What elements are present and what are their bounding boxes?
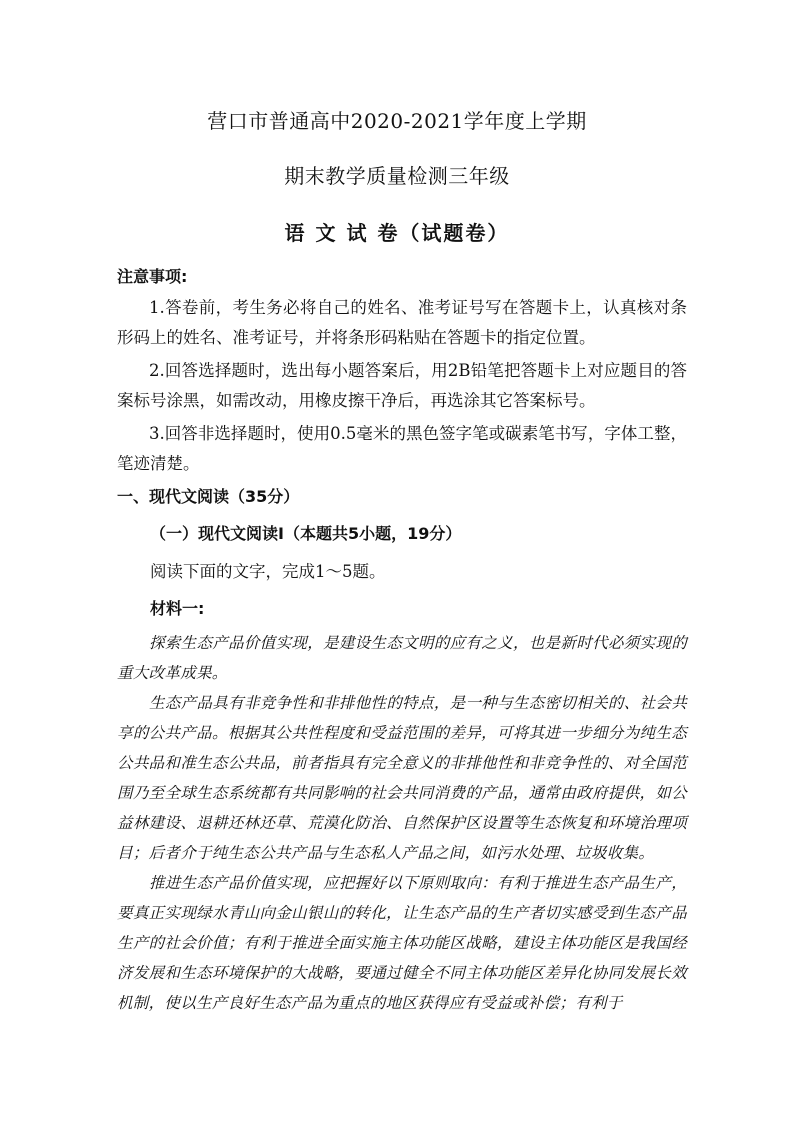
notice-item-2: 2.回答选择题时，选出每小题答案后，用2B铅笔把答题卡上对应题目的答案标号涂黑，如需改动，用橡皮擦干净后，再选涂其它答案标号。 bbox=[117, 361, 687, 410]
exam-title-line1: 营口市普通高中2020-2021学年度上学期 bbox=[207, 109, 587, 133]
notice-item-1: 1.答卷前，考生务必将自己的姓名、准考证号写在答题卡上，认真核对条形码上的姓名、准考证号，并将条形码粘贴在答题卡的指定位置。 bbox=[117, 298, 687, 347]
subsection-heading: （一）现代文阅读Ⅰ（本题共5小题，19分） bbox=[150, 524, 462, 543]
exam-title-line3: 语 文 试 卷（试题卷） bbox=[284, 221, 510, 245]
reading-instruction: 阅读下面的文字，完成1～5题。 bbox=[150, 562, 386, 581]
section-heading: 一、现代文阅读（35分） bbox=[117, 487, 300, 506]
passage-paragraph-2: 生态产品具有非竞争性和非排他性的特点，是一种与生态密切相关的、社会共享的公共产品。根据其公共性程度和受益范围的差异，可将其进一步细分为纯生态公共品和准生态公共品，前者指具有完全意义的非排他性和非竞争性的、对全国范围乃至全球生态系统都有共同影响的社会共同消费的产品，通常由政府提供，如公益林建设、退耕还林还草、荒漠化防治、自然保护区设置等生态恢复和环境治理项目；后者介于纯生态公共产品与生态私人产品之间，如污水处理、垃圾收集。 bbox=[117, 694, 687, 862]
exam-title-line2: 期末教学质量检测三年级 bbox=[284, 164, 510, 188]
notice-item-3: 3.回答非选择题时，使用0.5毫米的黑色签字笔或碳素笔书写，字体工整，笔迹清楚。 bbox=[117, 424, 687, 473]
material-label: 材料一: bbox=[150, 599, 205, 618]
notice-heading: 注意事项: bbox=[117, 267, 188, 286]
passage-paragraph-3: 推进生态产品价值实现，应把握好以下原则取向：有利于推进生态产品生产，要真正实现绿水青山向金山银山的转化，让生态产品的生产者切实感受到生态产品生产的社会价值；有利于推进全面实施主体功能区战略，建设主体功能区是我国经济发展和生态环境保护的大战略，要通过健全不同主体功能区差异化协同发展长效机制，使以生产良好生态产品为重点的地区获得应有受益或补偿；有利于 bbox=[117, 874, 687, 1012]
passage-paragraph-1: 探索生态产品价值实现，是建设生态文明的应有之义，也是新时代必须实现的重大改革成果。 bbox=[117, 634, 687, 682]
